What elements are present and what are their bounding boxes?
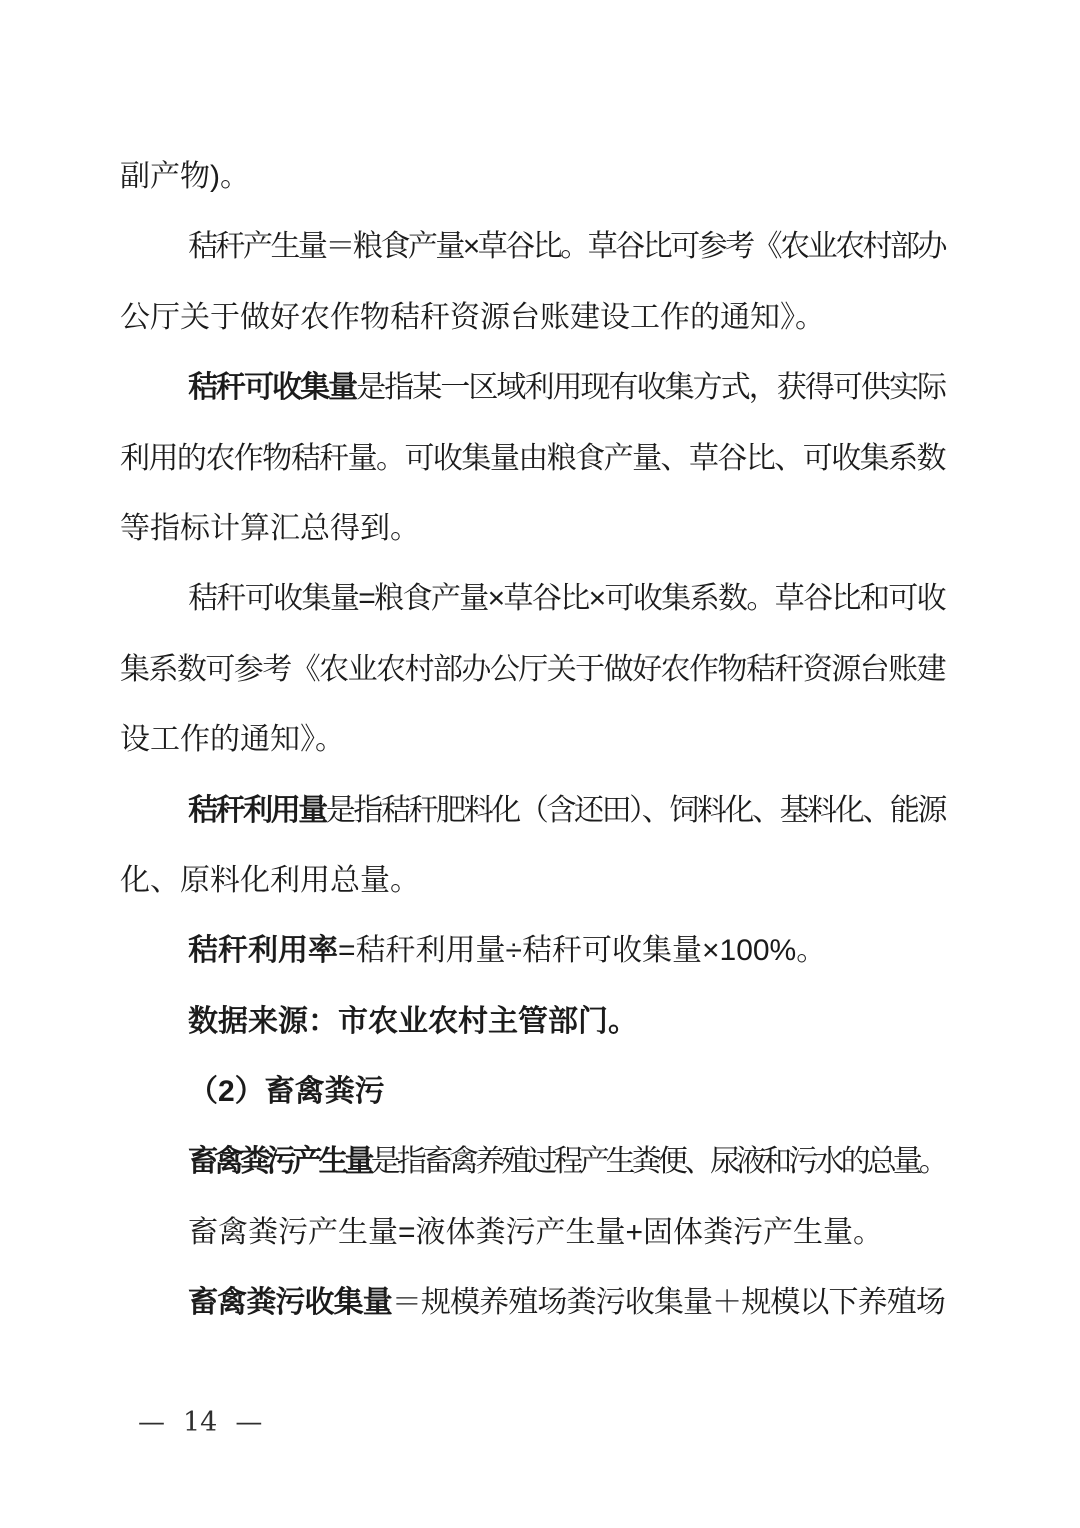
text-run: 设工作的通知》。 bbox=[120, 723, 345, 757]
text-run: 畜禽粪污产生量=液体粪污产生量+固体粪污产生量。 bbox=[188, 1215, 884, 1249]
bold-term: 畜禽粪污产生量 bbox=[188, 1145, 371, 1179]
footer-dash-right: — bbox=[235, 1407, 263, 1438]
text-line bbox=[120, 142, 945, 212]
text-line bbox=[120, 1198, 945, 1268]
text-line bbox=[120, 1127, 945, 1197]
text-line bbox=[120, 1057, 945, 1127]
text-run: ＝规模养殖场粪污收集量＋规模以下养殖场 bbox=[391, 1286, 946, 1320]
text-line bbox=[120, 494, 945, 564]
page-footer bbox=[138, 1403, 262, 1443]
document-body bbox=[120, 142, 945, 1339]
bold-term: （2）畜禽粪污 bbox=[188, 1075, 385, 1109]
text-line bbox=[120, 846, 945, 916]
text-line bbox=[120, 564, 945, 634]
text-line bbox=[120, 424, 945, 494]
text-run: 公厅关于做好农作物秸秆资源台账建设工作的通知》。 bbox=[120, 300, 825, 334]
text-run: =秸秆利用量÷秸秆可收集量×100%。 bbox=[338, 934, 827, 968]
text-run: 是指畜禽养殖过程产生粪便、尿液和污水的总量。 bbox=[370, 1145, 946, 1179]
text-line bbox=[120, 353, 945, 423]
footer-dash-left: — bbox=[138, 1407, 165, 1438]
text-line bbox=[120, 916, 945, 986]
text-line bbox=[120, 1268, 945, 1338]
bold-term: 秸秆利用率 bbox=[188, 934, 338, 968]
text-run: 秸秆可收集量=粮食产量×草谷比×可收集系数。草谷比和可收 bbox=[188, 582, 945, 616]
text-run: 等指标计算汇总得到。 bbox=[120, 511, 420, 545]
bold-term: 秸秆利用量 bbox=[188, 793, 326, 827]
bold-term: 数据来源：市农业农村主管部门。 bbox=[188, 1004, 638, 1038]
text-line bbox=[120, 705, 945, 775]
text-run: 秸秆产生量＝粮食产量×草谷比。草谷比可参考《农业农村部办 bbox=[188, 230, 945, 264]
bold-term: 畜禽粪污收集量 bbox=[188, 1286, 392, 1320]
text-line bbox=[120, 776, 945, 846]
text-run: 副产物)。 bbox=[120, 160, 250, 193]
page-number: 14 bbox=[183, 1407, 218, 1438]
text-line bbox=[120, 635, 945, 705]
text-run: 是指某一区域利用现有收集方式，获得可供实际 bbox=[356, 371, 946, 405]
text-run: 化、原料化利用总量。 bbox=[120, 863, 420, 897]
text-line bbox=[120, 212, 945, 282]
text-run: 是指秸秆肥料化（含还田）、饲料化、基料化、能源 bbox=[325, 793, 946, 827]
text-run: 集系数可参考《农业农村部办公厅关于做好农作物秸秆资源台账建 bbox=[120, 652, 945, 686]
text-line bbox=[120, 987, 945, 1057]
text-line bbox=[120, 283, 945, 353]
text-run: 利用的农作物秸秆量。可收集量由粮食产量、草谷比、可收集系数 bbox=[120, 441, 945, 475]
bold-term: 秸秆可收集量 bbox=[188, 371, 357, 405]
